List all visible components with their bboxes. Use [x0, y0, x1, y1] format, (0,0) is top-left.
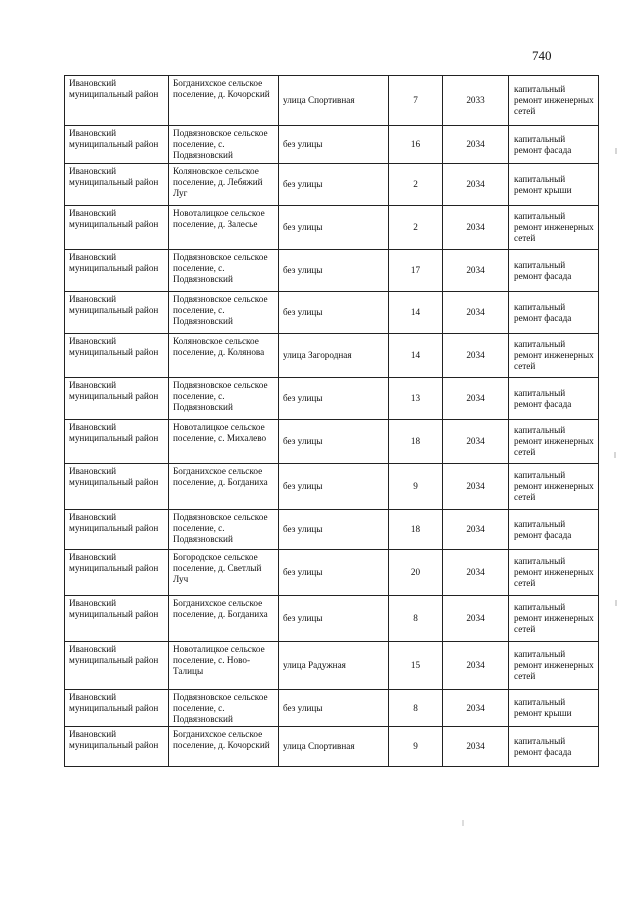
street-cell: без улицы [279, 126, 389, 164]
district-cell: Ивановский муниципальный район [65, 126, 169, 164]
settlement-cell: Подвязновское сельское поселение, с. Подвязновский [169, 250, 279, 292]
work-type-cell: капитальный ремонт инженерных сетей [509, 334, 599, 378]
street-cell: без улицы [279, 510, 389, 550]
street-cell: без улицы [279, 550, 389, 596]
settlement-cell: Коляновское сельское поселение, д. Колянова [169, 334, 279, 378]
district-cell: Ивановский муниципальный район [65, 334, 169, 378]
table-row [65, 690, 599, 727]
table-body [65, 76, 599, 767]
house-number-cell: 13 [389, 378, 443, 420]
district-cell: Ивановский муниципальный район [65, 250, 169, 292]
district-cell: Ивановский муниципальный район [65, 642, 169, 690]
district-cell: Ивановский муниципальный район [65, 510, 169, 550]
year-cell: 2034 [443, 164, 509, 206]
settlement-cell: Подвязновское сельское поселение, с. Подвязновский [169, 510, 279, 550]
work-type-cell: капитальный ремонт фасада [509, 292, 599, 334]
work-type-cell: капитальный ремонт инженерных сетей [509, 420, 599, 464]
district-cell: Ивановский муниципальный район [65, 378, 169, 420]
district-cell: Ивановский муниципальный район [65, 206, 169, 250]
street-cell: без улицы [279, 250, 389, 292]
street-cell: без улицы [279, 292, 389, 334]
district-cell: Ивановский муниципальный район [65, 164, 169, 206]
work-type-cell: капитальный ремонт фасада [509, 378, 599, 420]
work-type-cell: капитальный ремонт инженерных сетей [509, 464, 599, 510]
house-number-cell: 20 [389, 550, 443, 596]
street-cell: улица Радужная [279, 642, 389, 690]
work-type-cell: капитальный ремонт фасада [509, 250, 599, 292]
table-row [65, 378, 599, 420]
settlement-cell: Подвязновское сельское поселение, с. Подвязновский [169, 378, 279, 420]
work-type-cell: капитальный ремонт инженерных сетей [509, 76, 599, 126]
settlement-cell: Богданихское сельское поселение, д. Кочорский [169, 76, 279, 126]
work-type-cell: капитальный ремонт крыши [509, 164, 599, 206]
year-cell: 2034 [443, 642, 509, 690]
table-row [65, 550, 599, 596]
district-cell: Ивановский муниципальный район [65, 292, 169, 334]
street-cell: улица Загородная [279, 334, 389, 378]
settlement-cell: Новоталицкое сельское поселение, с. Михалево [169, 420, 279, 464]
year-cell: 2034 [443, 464, 509, 510]
year-cell: 2034 [443, 334, 509, 378]
district-cell: Ивановский муниципальный район [65, 76, 169, 126]
house-number-cell: 16 [389, 126, 443, 164]
settlement-cell: Новоталицкое сельское поселение, с. Ново-Талицы [169, 642, 279, 690]
house-number-cell: 14 [389, 292, 443, 334]
street-cell: без улицы [279, 164, 389, 206]
house-number-cell: 2 [389, 206, 443, 250]
house-number-cell: 8 [389, 596, 443, 642]
work-type-cell: капитальный ремонт крыши [509, 690, 599, 727]
year-cell: 2034 [443, 550, 509, 596]
table-row [65, 164, 599, 206]
page-number: 740 [532, 48, 552, 63]
table-row [65, 420, 599, 464]
house-number-cell: 18 [389, 510, 443, 550]
year-cell: 2034 [443, 690, 509, 727]
table-row [65, 510, 599, 550]
work-type-cell: капитальный ремонт фасада [509, 126, 599, 164]
table-row [65, 126, 599, 164]
street-cell: без улицы [279, 464, 389, 510]
settlement-cell: Богородское сельское поселение, д. Светлый Луч [169, 550, 279, 596]
housing-repair-table [64, 75, 599, 767]
table-row [65, 464, 599, 510]
house-number-cell: 2 [389, 164, 443, 206]
settlement-cell: Новоталицкое сельское поселение, д. Залесье [169, 206, 279, 250]
settlement-cell: Богданихское сельское поселение, д. Богданиха [169, 464, 279, 510]
year-cell: 2033 [443, 76, 509, 126]
work-type-cell: капитальный ремонт инженерных сетей [509, 596, 599, 642]
year-cell: 2034 [443, 292, 509, 334]
house-number-cell: 9 [389, 464, 443, 510]
settlement-cell: Богданихское сельское поселение, д. Кочорский [169, 727, 279, 767]
street-cell: без улицы [279, 378, 389, 420]
year-cell: 2034 [443, 420, 509, 464]
settlement-cell: Подвязновское сельское поселение, с. Подвязновский [169, 292, 279, 334]
year-cell: 2034 [443, 206, 509, 250]
district-cell: Ивановский муниципальный район [65, 727, 169, 767]
district-cell: Ивановский муниципальный район [65, 464, 169, 510]
year-cell: 2034 [443, 510, 509, 550]
settlement-cell: Подвязновское сельское поселение, с. Подвязновский [169, 126, 279, 164]
street-cell: улица Спортивная [279, 727, 389, 767]
house-number-cell: 18 [389, 420, 443, 464]
district-cell: Ивановский муниципальный район [65, 420, 169, 464]
house-number-cell: 14 [389, 334, 443, 378]
house-number-cell: 7 [389, 76, 443, 126]
year-cell: 2034 [443, 727, 509, 767]
street-cell: без улицы [279, 420, 389, 464]
work-type-cell: капитальный ремонт фасада [509, 727, 599, 767]
street-cell: без улицы [279, 596, 389, 642]
table-row [65, 727, 599, 767]
district-cell: Ивановский муниципальный район [65, 596, 169, 642]
table-row [65, 596, 599, 642]
year-cell: 2034 [443, 378, 509, 420]
street-cell: улица Спортивная [279, 76, 389, 126]
house-number-cell: 9 [389, 727, 443, 767]
district-cell: Ивановский муниципальный район [65, 550, 169, 596]
house-number-cell: 17 [389, 250, 443, 292]
table-row [65, 292, 599, 334]
street-cell: без улицы [279, 690, 389, 727]
settlement-cell: Богданихское сельское поселение, д. Богданиха [169, 596, 279, 642]
settlement-cell: Подвязновское сельское поселение, с. Подвязновский [169, 690, 279, 727]
year-cell: 2034 [443, 250, 509, 292]
table-row [65, 206, 599, 250]
house-number-cell: 8 [389, 690, 443, 727]
work-type-cell: капитальный ремонт фасада [509, 510, 599, 550]
year-cell: 2034 [443, 126, 509, 164]
table-row [65, 250, 599, 292]
settlement-cell: Коляновское сельское поселение, д. Лебяжий Луг [169, 164, 279, 206]
table-row [65, 642, 599, 690]
work-type-cell: капитальный ремонт инженерных сетей [509, 550, 599, 596]
house-number-cell: 15 [389, 642, 443, 690]
work-type-cell: капитальный ремонт инженерных сетей [509, 642, 599, 690]
district-cell: Ивановский муниципальный район [65, 690, 169, 727]
year-cell: 2034 [443, 596, 509, 642]
table-row [65, 334, 599, 378]
table-row [65, 76, 599, 126]
work-type-cell: капитальный ремонт инженерных сетей [509, 206, 599, 250]
street-cell: без улицы [279, 206, 389, 250]
